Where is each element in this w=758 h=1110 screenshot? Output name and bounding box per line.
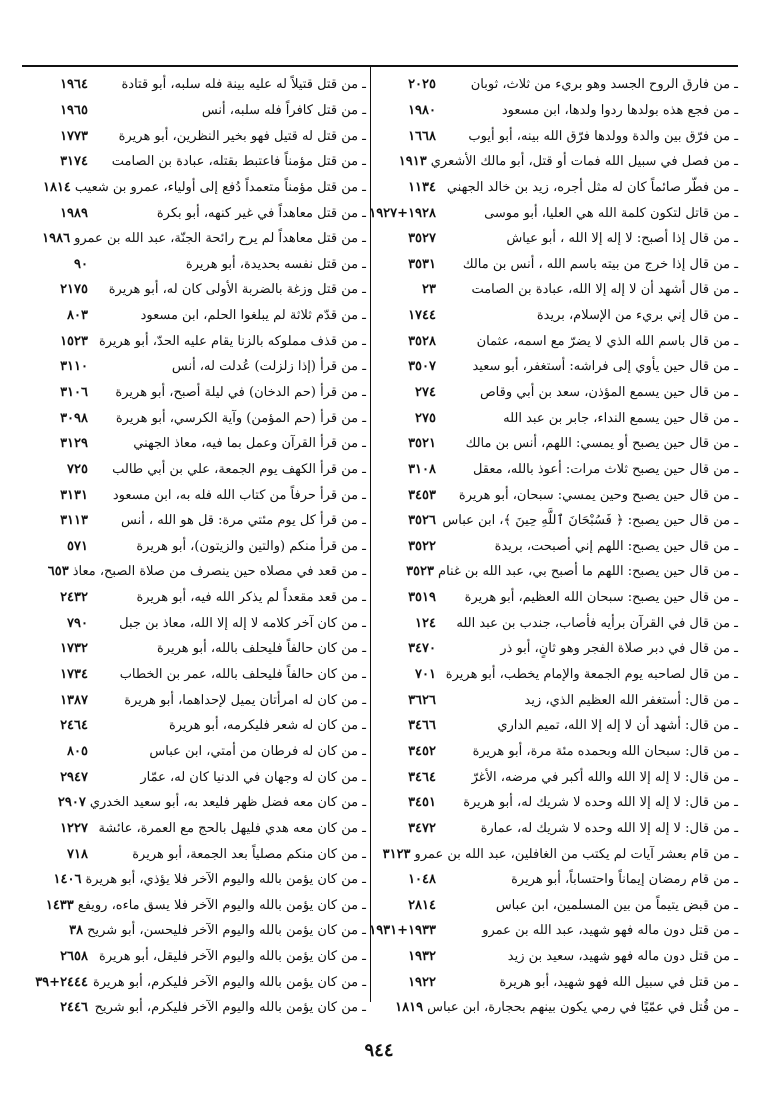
entry-number: ٣٨	[69, 923, 84, 939]
index-entry	[22, 764, 366, 790]
entry-text: ـ من قرأ الكهف يوم الجمعة، علي بن أبي طالب	[112, 461, 366, 477]
entry-number: ١٩١٣	[398, 154, 427, 170]
entry-number: ١١٣٤	[408, 179, 436, 195]
entry-number: ٣٥٣١	[408, 256, 436, 272]
index-entry	[378, 328, 738, 354]
entry-number: ١٩٨٦	[42, 231, 71, 247]
index-entry	[22, 739, 366, 765]
entry-text: ـ من قال حين يصبح ثلاث مرات: أعوذ بالله، معقل	[472, 461, 738, 477]
entry-number: ٣١٣١	[60, 487, 88, 503]
index-entry	[22, 662, 366, 688]
entry-text: ـ من قتل معاهداً لم يرح رائحة الجنّة، عبد الله بن عمرو	[74, 231, 366, 247]
entry-text: ـ من قال حين يصبح وحين يمسي: سبحان، أبو هريرة	[458, 487, 738, 503]
index-entry	[22, 98, 366, 124]
entry-text: ـ من قرأ القرآن وعمل بما فيه، معاذ الجهني	[133, 436, 366, 452]
entry-text: ـ من كان له شعر فليكرمه، أبو هريرة	[168, 718, 366, 734]
index-entry	[22, 72, 366, 98]
index-entry	[378, 944, 738, 970]
index-entry	[378, 98, 738, 124]
index-entry	[22, 380, 366, 406]
entry-text: ـ من قتل وزغة بالضربة الأولى كان له، أبو هريرة	[108, 282, 366, 298]
entry-text: ـ من قذف مملوكه بالزنا يقام عليه الحدّ، أبو هريرة	[98, 333, 366, 349]
entry-text: ـ من قتل في سبيل الله فهو شهيد، أبو هريرة	[499, 974, 738, 990]
index-entry	[378, 482, 738, 508]
entry-text: ـ من قال إني بريء من الإسلام، بريدة	[536, 308, 738, 324]
entry-number: ٧٢٥	[67, 461, 88, 477]
entry-number: ٢٦٥٨	[60, 949, 88, 965]
entry-number: ٧٩٠	[67, 615, 88, 631]
entry-number: ٣١٠٦	[60, 385, 88, 400]
entry-number: ٢٤٤٤+٣٩	[35, 974, 88, 990]
index-entry	[378, 764, 738, 790]
index-entry	[22, 713, 366, 739]
entry-text: ـ من قال لصاحبه يوم الجمعة والإمام يخطب، أبو هريرة	[445, 667, 738, 683]
entry-number: ٧٠١	[415, 667, 436, 683]
index-entry	[22, 816, 366, 842]
entry-number: ٨٠٣	[67, 308, 88, 324]
index-entry	[378, 790, 738, 816]
entry-number: ٢٠٢٥	[408, 77, 436, 93]
entry-text: ـ من كان حالفاً فليحلف بالله، أبو هريرة	[157, 641, 366, 657]
entry-number: ٣١٠٨	[408, 461, 436, 477]
index-entry	[22, 354, 366, 380]
entry-number: ١٧٧٣	[60, 128, 88, 144]
index-entry	[22, 610, 366, 636]
entry-number: ٢٤٤٦	[60, 1000, 88, 1016]
entry-text: ـ من قتل كافراً فله سلبه، أنس	[201, 102, 366, 118]
index-entry	[22, 841, 366, 867]
entry-text: ـ من فرّق بين والدة وولدها فرّق الله بينه، أبو أيوب	[468, 128, 738, 144]
entry-text: ـ من قال حين يسمع المؤذن، سعد بن أبي وقاص	[479, 385, 738, 400]
entry-number: ٣٥٠٧	[408, 359, 436, 375]
entry-number: ٢٤٦٤	[60, 718, 88, 734]
index-entry	[378, 226, 738, 252]
index-entry	[378, 457, 738, 483]
entry-text: ـ من قال في دبر صلاة الفجر وهو ثانٍ، أبو ذر	[500, 641, 738, 657]
index-entry	[378, 277, 738, 303]
entry-text: ـ من قام رمضان إيماناً واحتساباً، أبو هريرة	[511, 872, 738, 888]
left-column	[22, 72, 366, 1021]
index-entry	[378, 175, 738, 201]
entry-text: ـ من قرأ كل يوم مئتي مرة: قل هو الله ، أنس	[121, 513, 366, 529]
entry-number: ٣٤٧٠	[408, 641, 436, 657]
entry-number: ٣٤٥١	[408, 795, 436, 811]
entry-number: ١٩٦٥	[60, 102, 88, 118]
entry-number: ٨٠٥	[67, 743, 88, 759]
entry-number: ٣٥١٩	[408, 590, 436, 606]
index-entry	[378, 405, 738, 431]
entry-number: ١٢٢٧	[60, 820, 88, 836]
entry-number: ٢٣	[422, 282, 436, 298]
entry-text: ـ من كان يؤمن بالله واليوم الآخر فليكرم، أبو شريح	[94, 1000, 366, 1016]
entry-text: ـ من قاتل لتكون كلمة الله هي العليا، أبو موسى	[484, 205, 738, 221]
entry-text: ـ من كان له فرطان من أمتي، ابن عباس	[149, 743, 366, 759]
index-entry	[378, 867, 738, 893]
entry-text: ـ من قال حين يصبح: اللهم ما أصبح بي، عبد الله بن غنام	[438, 564, 738, 580]
entry-text: ـ من قتل قتيلاً له عليه بينة فله سلبه، أبو قتادة	[121, 77, 366, 93]
entry-number: ٥٧١	[67, 538, 88, 554]
entry-number: ١٣٨٧	[60, 692, 88, 708]
entry-text: ـ من قُتل في عمّيًا في رمي يكون بينهم بحجارة، ابن عباس	[427, 1000, 738, 1016]
entry-number: ٣٠٩٨	[60, 410, 88, 426]
entry-text: ـ من قتل دون ماله فهو شهيد، سعيد بن زيد	[507, 949, 738, 965]
entry-number: ٢٧٤	[415, 385, 436, 400]
index-entry	[378, 585, 738, 611]
index-entry	[378, 559, 738, 585]
index-entry	[22, 944, 366, 970]
index-entry	[378, 380, 738, 406]
entry-number: ١٩٦٤	[60, 77, 88, 93]
index-entry	[378, 713, 738, 739]
index-entry	[22, 636, 366, 662]
index-entry	[22, 508, 366, 534]
entry-number: ١٨١٩	[395, 1000, 424, 1016]
entry-text: ـ من قعد في مصلاه حين ينصرف من صلاة الصبح، معاذ	[72, 564, 366, 580]
entry-text: ـ من كان له امرأتان يميل لإحداهما، أبو هريرة	[124, 692, 366, 708]
entry-text: ـ من قرأ (حم الدخان) في ليلة أصبح، أبو هريرة	[115, 385, 366, 400]
top-rule	[22, 65, 738, 67]
entry-text: ـ من فصل في سبيل الله فمات أو قتل، أبو مالك الأشعري	[430, 154, 738, 170]
index-entry	[378, 149, 738, 175]
entry-text: ـ من قال حين يصبح أو يمسي: اللهم، أنس بن مالك	[465, 436, 738, 452]
entry-text: ـ من قال حين يصبح: اللهم إني أصبحت، بريدة	[494, 538, 738, 554]
entry-number: ١٠٤٨	[408, 872, 436, 888]
entry-number: ٣١١٠	[60, 359, 88, 375]
entry-number: ١٩٢٢	[408, 974, 436, 990]
entry-number: ٢٤٣٢	[60, 590, 88, 606]
index-entry	[378, 303, 738, 329]
entry-text: ـ من قال أشهد أن لا إله إلا الله، عبادة بن الصامت	[471, 282, 738, 298]
entry-number: ٣٥٢٣	[406, 564, 435, 580]
entry-number: ٣١١٣	[60, 513, 88, 529]
index-entry	[378, 508, 738, 534]
entry-number: ١٤٠٦	[53, 872, 82, 888]
entry-text: ـ من كان له وجهان في الدنيا كان له، عمّار	[140, 769, 366, 785]
entry-number: ٢٩٤٧	[60, 769, 88, 785]
entry-text: ـ من فارق الروح الجسد وهو بريء من ثلاث، ثوبان	[470, 77, 738, 93]
index-entry	[22, 995, 366, 1021]
index-entry	[22, 175, 366, 201]
entry-number: ٢٩٠٧	[57, 795, 86, 811]
entry-text: ـ من قال حين يصبح: سبحان الله العظيم، أبو هريرة	[464, 590, 738, 606]
entry-text: ـ من قال إذا خرج من بيته باسم الله ، أنس بن مالك	[462, 256, 738, 272]
index-entry	[378, 251, 738, 277]
index-entry	[378, 431, 738, 457]
index-entry	[378, 636, 738, 662]
entry-number: ١٦٦٨	[408, 128, 436, 144]
entry-text: ـ من قام بعشر آيات لم يكتب من الغافلين، عبد الله بن عمرو	[414, 846, 738, 862]
entry-text: ـ من فطّر صائماً كان له مثل أجره، زيد بن خالد الجهني	[446, 179, 738, 195]
entry-text: ـ من قتل معاهداً في غير كنهه، أبو بكرة	[156, 205, 366, 221]
entry-number: ٣١٢٣	[382, 846, 411, 862]
entry-text: ـ من قال حين يأوي إلى فراشه: أستغفر، أبو سعيد	[472, 359, 738, 375]
entry-number: ٩٠	[74, 256, 88, 272]
index-entry	[378, 610, 738, 636]
entry-text: ـ من قال في القرآن برأيه فأصاب، جندب بن عبد الله	[456, 615, 738, 631]
index-entry	[22, 790, 366, 816]
entry-text: ـ من قرأ (إذا زلزلت) عُدلت له، أنس	[171, 359, 366, 375]
right-column	[369, 72, 738, 1021]
index-entry	[378, 354, 738, 380]
entry-text: ـ من قرأ (حم المؤمن) وآية الكرسي، أبو هريرة	[115, 410, 366, 426]
entry-text: ـ من قتل مؤمناً متعمداً دُفع إلى أولياء، عمرو بن شعيب	[74, 179, 366, 195]
entry-number: ٣١٧٤	[60, 154, 88, 170]
entry-text: ـ من قال إذا أصبح: لا إله إلا الله ، أبو عياش	[506, 231, 738, 247]
index-entry	[378, 841, 738, 867]
entry-number: ١٧٣٢	[60, 641, 88, 657]
entry-number: ٣٥٢٨	[408, 333, 436, 349]
index-entry	[22, 303, 366, 329]
entry-text: ـ من قتل له قتيل فهو بخير النظرين، أبو هريرة	[118, 128, 366, 144]
entry-text: ـ من كان آخر كلامه لا إله إلا الله، معاذ بن جبل	[119, 615, 366, 631]
entry-number: ٣٤٥٢	[408, 743, 436, 759]
index-entry	[22, 226, 366, 252]
entry-number: ٣٤٥٣	[408, 487, 436, 503]
entry-text: ـ من كان منكم مصلياً بعد الجمعة، أبو هريرة	[132, 846, 366, 862]
entry-text: ـ من كان يؤمن بالله واليوم الآخر فليقل، أبو هريرة	[99, 949, 366, 965]
index-entry	[22, 867, 366, 893]
entry-text: ـ من كان يؤمن بالله واليوم الآخر فليحسن، أبو شريح	[87, 923, 366, 939]
entry-number: ٣٥٢٦	[408, 513, 436, 529]
index-entry	[22, 149, 366, 175]
index-entry	[378, 72, 738, 98]
index-entry	[22, 687, 366, 713]
index-entry	[378, 969, 738, 995]
index-entry	[378, 893, 738, 919]
index-entry	[22, 482, 366, 508]
entry-number: ١٧٤٤	[408, 308, 436, 324]
entry-number: ١٨١٤	[42, 179, 71, 195]
index-entry	[378, 995, 738, 1021]
entry-number: ٣٤٧٢	[408, 820, 436, 836]
entry-number: ٣٤٦٤	[408, 769, 436, 785]
index-entry	[22, 585, 366, 611]
entry-text: ـ من قرأ منكم (والتين والزيتون)، أبو هريرة	[136, 538, 366, 554]
index-entry	[22, 277, 366, 303]
index-entry	[22, 405, 366, 431]
index-entry	[22, 893, 366, 919]
entry-text: ـ من قال: أشهد أن لا إله إلا الله، تميم الداري	[497, 718, 738, 734]
entry-text: ـ من قال: لا إله إلا الله وحده لا شريك له، أبو هريرة	[463, 795, 738, 811]
entry-number: ٣٦٢٦	[408, 692, 436, 708]
entry-number: ٧١٨	[67, 846, 88, 862]
entry-text: ـ من قال: أستغفر الله العظيم الذي، زيد	[524, 692, 738, 708]
index-entry	[22, 918, 366, 944]
entry-text: ـ من قرأ حرفاً من كتاب الله فله به، ابن مسعود	[112, 487, 366, 503]
entry-text: ـ من قتل مؤمناً فاعتبط بقتله، عبادة بن الصامت	[111, 154, 366, 170]
index-entry	[378, 687, 738, 713]
entry-text: ـ من كان يؤمن بالله واليوم الآخر فلا يسق ماءه، رويفع	[77, 897, 366, 913]
entry-number: ٦٥٣	[47, 564, 69, 580]
index-entry	[378, 534, 738, 560]
entry-text: ـ من فجع هذه بولدها ردوا ولدها، ابن مسعود	[501, 102, 738, 118]
index-entry	[369, 918, 738, 944]
entry-number: ١٧٣٤	[60, 667, 88, 683]
index-entry	[22, 328, 366, 354]
entry-text: ـ من قال: سبحان الله وبحمده مئة مرة، أبو هريرة	[472, 743, 738, 759]
entry-number: ١٩٣٢	[408, 949, 436, 965]
index-entry	[378, 816, 738, 842]
index-entry	[22, 431, 366, 457]
entry-text: ـ من قتل دون ماله فهو شهيد، عبد الله بن عمرو	[482, 923, 738, 939]
entry-number: ٣٥٢١	[408, 436, 436, 452]
entry-number: ٢٨١٤	[408, 897, 436, 913]
entry-text: ـ من قال: لا إله إلا الله والله أكبر في مرضه، الأغرّ	[471, 769, 738, 785]
entry-text: ـ من قبض يتيماً من بين المسلمين، ابن عباس	[495, 897, 738, 913]
entry-text: ـ من كان يؤمن بالله واليوم الآخر فليكرم، أبو هريرة	[93, 974, 366, 990]
entry-number: ٣١٢٩	[60, 436, 88, 452]
entry-number: ١٤٣٣	[45, 897, 74, 913]
entry-text: ـ من قعد مقعداً لم يذكر الله فيه، أبو هريرة	[136, 590, 366, 606]
entry-text: ـ من قال باسم الله الذي لا يضرّ مع اسمه، عثمان	[476, 333, 738, 349]
entry-text: ـ من قتل نفسه بحديدة، أبو هريرة	[185, 256, 366, 272]
entry-number: ١٩٨٩	[60, 205, 88, 221]
index-entry	[378, 662, 738, 688]
entry-number: ٣٤٦٦	[408, 718, 436, 734]
entry-number: ١٩٣٣+١٩٣١	[369, 923, 436, 939]
entry-text: ـ من كان يؤمن بالله واليوم الآخر فلا يؤذي، أبو هريرة	[85, 872, 366, 888]
entry-text: ـ من قال حين يصبح: ﴿ فَسُبْحَانَ ٱللَّهِ حِينَ ﴾، ابن عباس	[442, 513, 738, 529]
entry-number: ١٩٢٨+١٩٢٧	[369, 205, 436, 221]
index-entry	[22, 457, 366, 483]
entry-number: ٢١٧٥	[60, 282, 88, 298]
entry-number: ٣٥٢٧	[408, 231, 436, 247]
index-entry	[369, 200, 738, 226]
page-number: ٩٤٤	[364, 1040, 394, 1061]
entry-text: ـ من قال: لا إله إلا الله وحده لا شريك له، عمارة	[480, 820, 738, 836]
index-entry	[22, 251, 366, 277]
entry-text: ـ من كان حالفاً فليحلف بالله، عمر بن الخطاب	[119, 667, 366, 683]
entry-text: ـ من كان معه فضل ظهر فليعد به، أبو سعيد الخدري	[89, 795, 366, 811]
entry-text: ـ من كان معه هدي فليهل بالحج مع العمرة، عائشة	[98, 820, 366, 836]
entry-number: ٣٥٢٢	[408, 538, 436, 554]
entry-number: ١٥٢٣	[60, 333, 88, 349]
index-entry	[22, 534, 366, 560]
index-entry	[378, 123, 738, 149]
entry-number: ٢٧٥	[415, 410, 436, 426]
entry-number: ١٩٨٠	[408, 102, 436, 118]
index-entry	[378, 739, 738, 765]
entry-text: ـ من قال حين يسمع النداء، جابر بن عبد الله	[503, 410, 738, 426]
entry-number: ١٢٤	[415, 615, 436, 631]
index-entry	[22, 559, 366, 585]
index-entry	[22, 969, 366, 995]
entry-text: ـ من قدّم ثلاثة لم يبلغوا الحلم، ابن مسعود	[140, 308, 366, 324]
index-entry	[22, 123, 366, 149]
index-entry	[22, 200, 366, 226]
